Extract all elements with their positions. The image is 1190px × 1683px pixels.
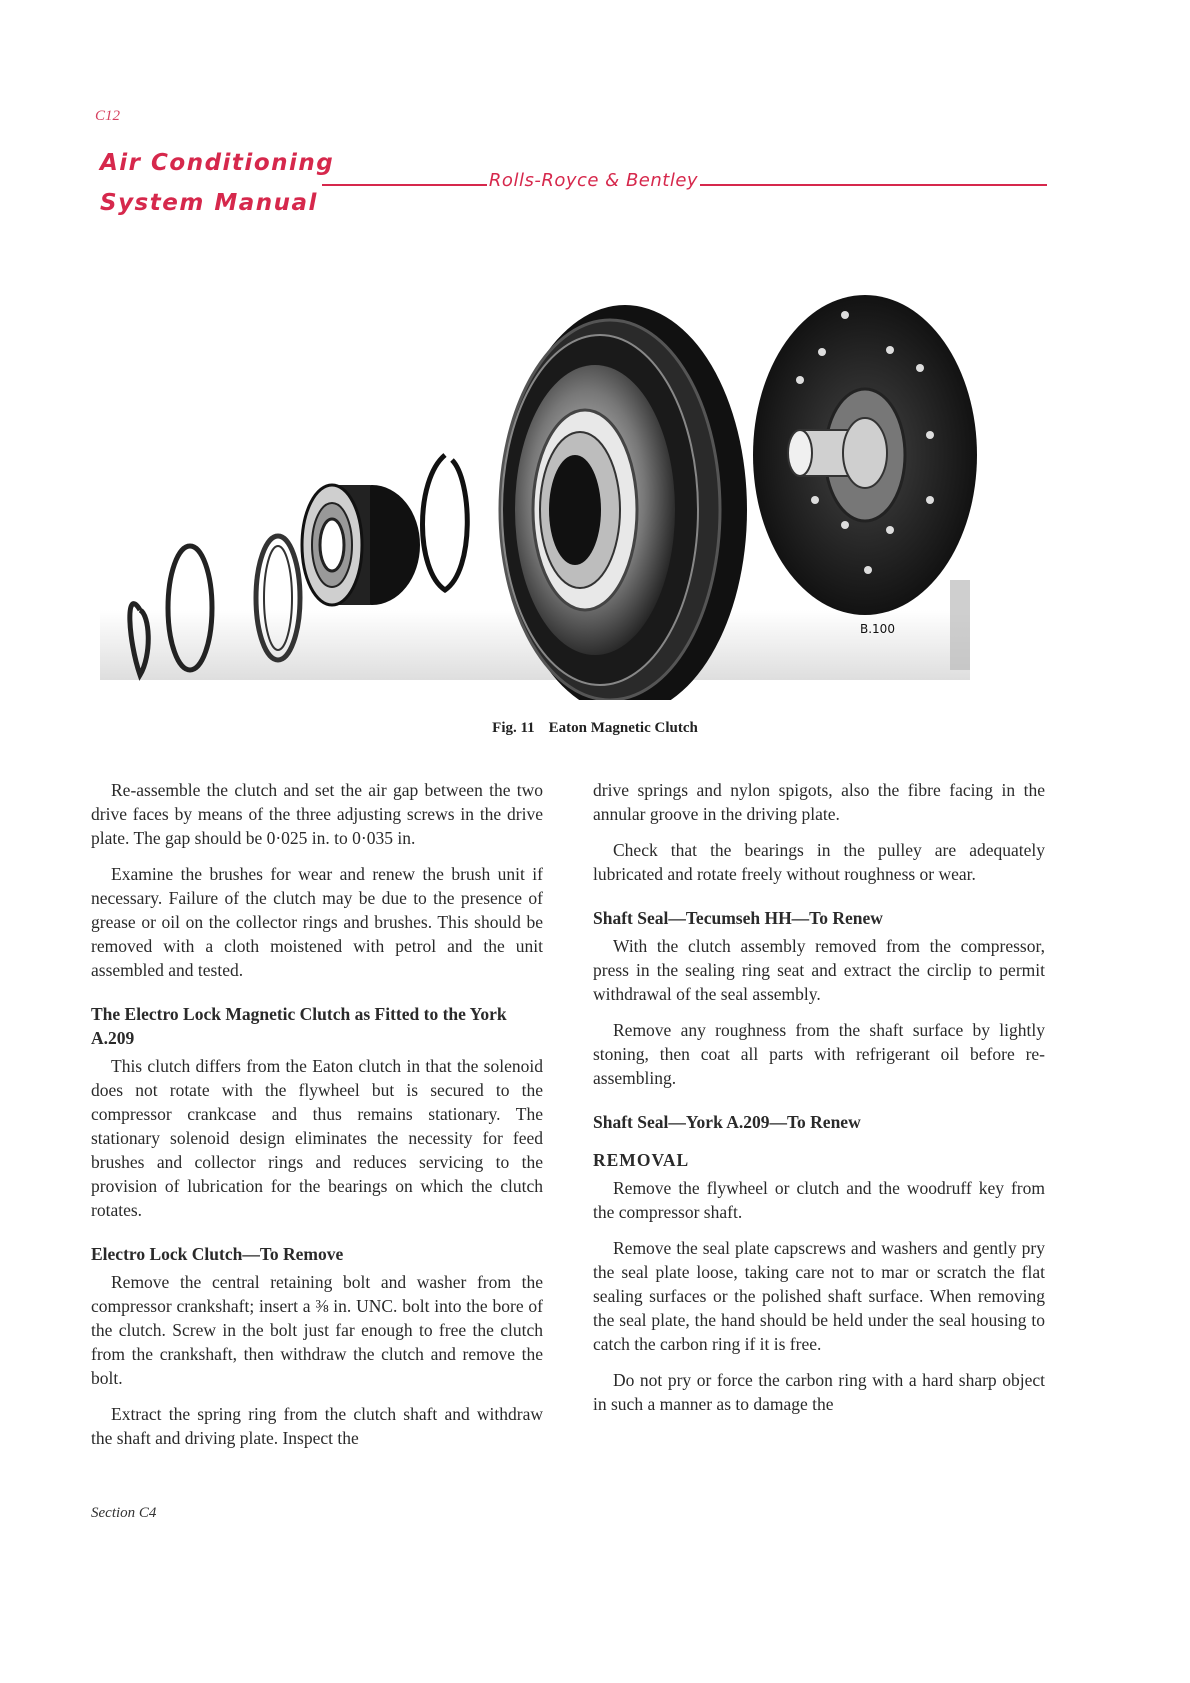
ball-bearing xyxy=(302,485,420,605)
paragraph: Remove the central retaining bolt and washer from the compressor crankshaft; insert a ⅜ in. UNC. bolt into the bore of the clutch. Screw in the bolt just far enough to free the clutch from the crankshaft, then withdraw the clutch and remove the bolt. xyxy=(91,1272,543,1388)
paragraph: Remove any roughness from the shaft surface by lightly stoning, then coat all parts with refrigerant oil before re-assembling. xyxy=(593,1020,1045,1088)
clutch-figure xyxy=(100,280,1045,700)
section-heading: Electro Lock Clutch—To Remove xyxy=(91,1244,344,1264)
section-heading: The Electro Lock Magnetic Clutch as Fitted to the York A.209 xyxy=(91,1004,507,1048)
figure-caption-text: Eaton Magnetic Clutch xyxy=(548,720,698,736)
brand-name: Rolls-Royce & Bentley xyxy=(488,170,699,191)
pulley xyxy=(500,305,747,700)
paragraph: Extract the spring ring from the clutch shaft and withdraw the shaft and driving plate. Inspect the xyxy=(91,1404,543,1448)
page-number: C12 xyxy=(95,108,121,124)
large-circlip xyxy=(423,455,468,590)
paragraph: With the clutch assembly removed from the compressor, press in the sealing ring seat and extract the circlip to permit withdrawal of the seal assembly. xyxy=(593,936,1045,1004)
manual-title-line-2: System Manual xyxy=(100,190,318,216)
manual-title-line-1: Air Conditioning xyxy=(100,150,335,176)
section-footer: Section C4 xyxy=(91,1505,157,1521)
subsection-heading: REMOVAL xyxy=(593,1150,690,1170)
paragraph: Remove the seal plate capscrews and washers and gently pry the seal plate loose, taking care not to mar or scratch the flat sealing surfaces or the polished shaft surface. When removing the seal plate, the hand should be held under the seal housing to catch the carbon ring if it is free. xyxy=(593,1238,1045,1354)
paragraph: Remove the flywheel or clutch and the woodruff key from the compressor shaft. xyxy=(593,1178,1045,1222)
figure-edge-shadow xyxy=(950,580,970,670)
manual-title xyxy=(100,143,334,223)
paragraph: drive springs and nylon spigots, also the fibre facing in the annular groove in the driving plate. xyxy=(593,780,1045,824)
paragraph: Do not pry or force the carbon ring with a hard sharp object in such a manner as to damage the xyxy=(593,1370,1045,1414)
paragraph: Check that the bearings in the pulley are adequately lubricated and rotate freely without roughness or wear. xyxy=(593,840,1045,884)
clutch-exploded-view xyxy=(100,280,1045,700)
plate-label: B.100 xyxy=(860,622,895,636)
paragraph: This clutch differs from the Eaton clutch in that the solenoid does not rotate with the flywheel but is secured to the compressor crankcase and thus remains stationary. The stationary solenoid design eliminates the necessity for feed brushes and collector rings and reduces servicing to the provision of lubrication for the bearings on which the clutch rotates. xyxy=(91,1056,543,1220)
paragraph: Re-assemble the clutch and set the air gap between the two drive faces by means of the three adjusting screws in the drive plate. The gap should be 0·025 in. to 0·035 in. xyxy=(91,780,543,848)
section-heading: Shaft Seal—York A.209—To Renew xyxy=(593,1112,861,1132)
right-column xyxy=(593,778,1045,1428)
header-rule-right xyxy=(700,184,1047,186)
header-rule-left xyxy=(322,184,487,186)
paragraph: Examine the brushes for wear and renew the brush unit if necessary. Failure of the clutch may be due to the presence of grease or oil on the collector rings and brushes. This should be removed with a cloth moistened with petrol and the unit assembled and tested. xyxy=(91,864,543,980)
left-column xyxy=(91,778,543,1462)
section-heading: Shaft Seal—Tecumseh HH—To Renew xyxy=(593,908,883,928)
figure-number: Fig. 11 xyxy=(492,720,535,736)
driving-plate xyxy=(753,295,977,615)
figure-caption xyxy=(0,720,1190,737)
